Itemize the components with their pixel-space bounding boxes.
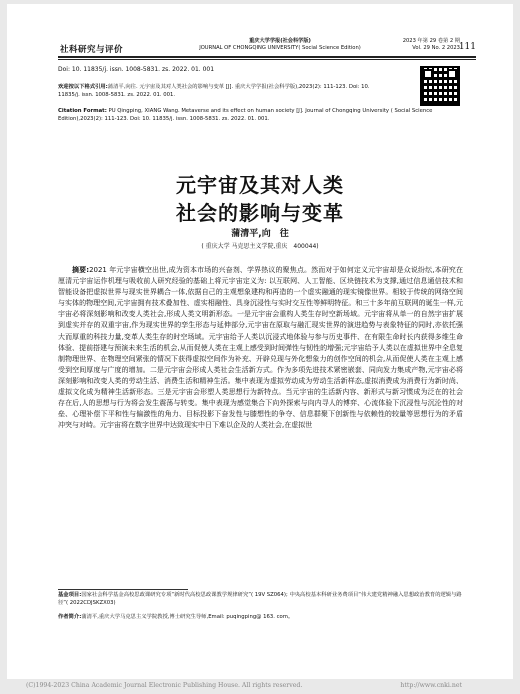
abstract-label: 摘要: bbox=[72, 266, 90, 274]
doi: Doi: 10. 11835/j. issn. 1008-5831. zs. 2022. 01. 001 bbox=[58, 66, 215, 73]
journal-name-cn: 重庆大学学报(社会科学版) bbox=[249, 38, 311, 44]
fund-footnote bbox=[58, 592, 463, 607]
issue-en: Vol. 29 No. 2 2023 bbox=[412, 45, 460, 51]
issue-info bbox=[370, 38, 460, 52]
abstract bbox=[58, 265, 463, 431]
author-bio-label: 作者简介: bbox=[58, 614, 82, 620]
qr-code[interactable] bbox=[420, 66, 460, 106]
header-rule-thin bbox=[58, 59, 476, 60]
page-footer bbox=[0, 682, 520, 694]
citation-cn-text: 蒲清平,向往. 元宇宙及其对人类社会的影响与变革 [J]. 重庆大学学报(社会科学版),2023(2): 111-123. Doi: 10. 11835/j. issn. 1008-5831. zs. 2022. 01. 001. bbox=[58, 84, 370, 98]
footnote-rule bbox=[58, 589, 188, 590]
citation-en bbox=[58, 108, 438, 123]
journal-header bbox=[160, 38, 400, 52]
affiliation: ( 重庆大学 马克思主义学院,重庆 400044) bbox=[201, 243, 319, 250]
citation-en-text: PU Qingping, XIANG Wang. Metaverse and its effect on human society [J]. Journal of Chongqing University ( Social Science Edition),2023(2): 111-123. Doi: 10. 11835/j. issn. 1008-5831. zs. 2022. 01. 001. bbox=[58, 108, 433, 122]
article-title bbox=[0, 171, 520, 227]
citation-cn-label: 欢迎按以下格式引用: bbox=[58, 84, 108, 90]
author-footnote bbox=[58, 614, 463, 622]
copyright-notice: (C)1994-2023 China Academic Journal Electronic Publishing House. All rights reserved. bbox=[26, 682, 303, 689]
citation-en-label: Citation Format: bbox=[58, 108, 107, 114]
issue-cn: 2023 年第 29 卷第 2 期 bbox=[402, 38, 460, 44]
title-line-2: 社会的影响与变革 bbox=[176, 201, 344, 225]
cnki-link[interactable]: http://www.cnki.net bbox=[400, 682, 462, 689]
title-line-1: 元宇宙及其对人类 bbox=[176, 173, 344, 197]
abstract-text: 2021 年元宇宙横空出世,成为资本市场的兴奋剂、学界热议的聚焦点。然而对于如何定义元宇宙却是众说纷纭,本研究在厘清元宇宙运作机理与吸收前人研究经验的基础上将元宇宙定义为: 以互联网、人工智能、区块链技术为支撑,通过信息通信技术和智能设备把虚拟世界与现实世界耦合一体,依据自己的主观想象建构和再造的一个虚实融通的现实镜像世界。相较于传统的网络空间与实体的物理空间,元宇宙拥有技术叠加性、虚实相融性、具身沉浸性与实时交互性等鲜明特征。和三十多年前互联网的诞生一样,元宇宙必将深刻影响和改变人类社会,形成人类文明新形态。一是元宇宙会重构人类生存时空新场域。元宇宙将从单一的自然宇宙扩展到虚实并存的双重宇宙,作为现实世界的孪生形态与延伸部分,元宇宙在原取与融汇现实世界的演进趋势与表象特征的同时,亦依托强大而厚重的科技力量,变革人类生存的时空场域。元宇宙给予人类以沉浸式地体验与参与历史事件、在有限生命时长内获得多维生命体验、提前搭建与预演未来生活的机会,从而促使人类在主观上感受到时间弹性与韧性的增强;元宇宙给予人类以在虚拟世界中全息复制物理世界、在物理空间紧张的情况下获得虚拟空间作为补充、开辟兑现与外化想象力的创作空间的机会,从而促使人类在主观上感受到空间厚度与广度的增加。二是元宇宙会形成人类社会生活新方式。作为多项先进技术紧密嵌套、同向发力集成产物,元宇宙必将深刻影响和改变人类的劳动生活、消费生活和精神生活。集中表现为虚拟劳动成为劳动生活新样态,虚拟消费成为消费行为新时尚、虚拟文化成为精神生活新形态。三是元宇宙会形塑人类思想行为新特点。当元宇宙的生活新内容、新形式与新习惯成为泛在的社会存在后,人的思想与行为将会发生震荡与转变。集中表现为感觉集合下向外探索与向内寻人的博弈、心流体验下沉浸性与沉沦性的对垒、心理补偿下平和性与偏激性的角力、目标投影下奋发性与膝想性的争夺、信息群聚下创新性与依赖性的较量等思想行为的矛盾冲突与对峙。元宇宙将在数字世界中达致现实中日下难以企及的人类社会,在虚拟世 bbox=[58, 266, 463, 430]
section-label: 社科研究与评价 bbox=[60, 45, 124, 55]
journal-name-en: JOURNAL OF CHONGQING UNIVERSITY( Social Science Edition) bbox=[199, 45, 361, 51]
authors: 蒲清平,向 往 bbox=[231, 229, 289, 239]
fund-label: 基金项目: bbox=[58, 592, 82, 598]
citation-cn bbox=[58, 84, 388, 99]
header-rule-thick bbox=[58, 56, 476, 58]
page-number: 111 bbox=[458, 42, 476, 52]
author-bio-text: 蒲清平,重庆大学马克思主义学院教授,博士研究生导师,Email: puqingping@ 163. com。 bbox=[81, 614, 294, 620]
fund-text: 国家社会科学基金高校思政课研究专项“新时代高校思政课教学规律研究”( 19V SZ064); 中央高校基本科研业务费项目“伟大建党精神融入思想政治教育的逻辑与路径”( 2022CDJSKZX03) bbox=[58, 592, 462, 606]
